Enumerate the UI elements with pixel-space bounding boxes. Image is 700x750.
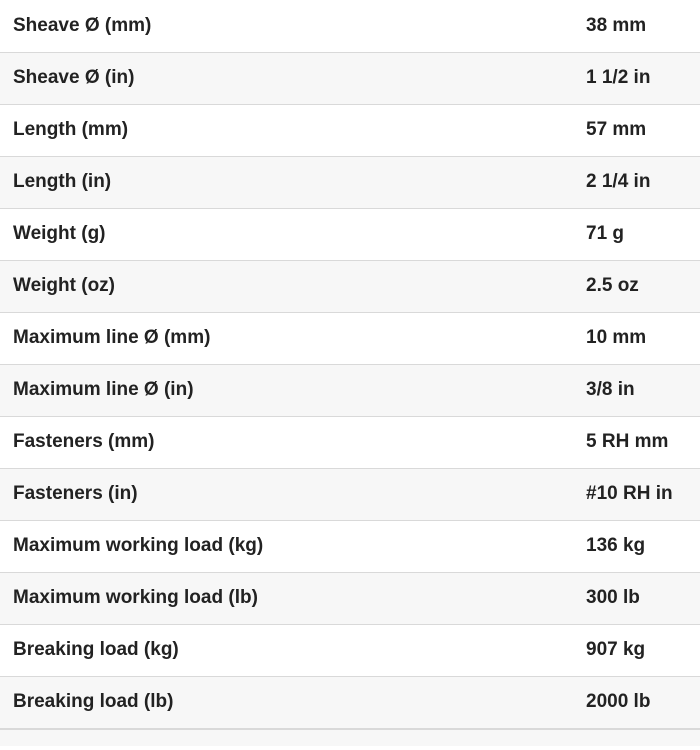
spec-value: 10 mm xyxy=(586,312,700,364)
spec-value: 57 mm xyxy=(586,104,700,156)
spec-row-max-working-load-lb xyxy=(0,572,700,624)
spec-value: 300 lb xyxy=(586,572,700,624)
spec-label: Breaking load (kg) xyxy=(0,624,586,676)
spec-label: Weight (oz) xyxy=(0,260,586,312)
table-bottom-strip xyxy=(0,729,700,746)
spec-row-weight-g xyxy=(0,208,700,260)
spec-label: Length (mm) xyxy=(0,104,586,156)
spec-value: 907 kg xyxy=(586,624,700,676)
spec-value: 1 1/2 in xyxy=(586,52,700,104)
spec-value: 3/8 in xyxy=(586,364,700,416)
spec-row-length-in xyxy=(0,156,700,208)
spec-row-breaking-load-lb xyxy=(0,676,700,728)
spec-row-length-mm xyxy=(0,104,700,156)
spec-row-max-line-diameter-in xyxy=(0,364,700,416)
spec-label: Fasteners (mm) xyxy=(0,416,586,468)
spec-value: 5 RH mm xyxy=(586,416,700,468)
spec-value: 2000 lb xyxy=(586,676,700,728)
spec-value: 38 mm xyxy=(586,0,700,52)
spec-label: Maximum line Ø (in) xyxy=(0,364,586,416)
spec-row-sheave-diameter-mm xyxy=(0,0,700,52)
spec-row-breaking-load-kg xyxy=(0,624,700,676)
spec-value: 71 g xyxy=(586,208,700,260)
spec-value: 2.5 oz xyxy=(586,260,700,312)
spec-value: 2 1/4 in xyxy=(586,156,700,208)
spec-label: Length (in) xyxy=(0,156,586,208)
spec-row-max-working-load-kg xyxy=(0,520,700,572)
spec-label: Maximum working load (kg) xyxy=(0,520,586,572)
spec-label: Weight (g) xyxy=(0,208,586,260)
spec-label: Maximum working load (lb) xyxy=(0,572,586,624)
spec-row-max-line-diameter-mm xyxy=(0,312,700,364)
spec-label: Fasteners (in) xyxy=(0,468,586,520)
spec-value: 136 kg xyxy=(586,520,700,572)
spec-label: Maximum line Ø (mm) xyxy=(0,312,586,364)
spec-row-fasteners-in xyxy=(0,468,700,520)
spec-label: Sheave Ø (in) xyxy=(0,52,586,104)
spec-row-weight-oz xyxy=(0,260,700,312)
spec-label: Sheave Ø (mm) xyxy=(0,0,586,52)
spec-row-fasteners-mm xyxy=(0,416,700,468)
spec-row-sheave-diameter-in xyxy=(0,52,700,104)
spec-value: #10 RH in xyxy=(586,468,700,520)
spec-label: Breaking load (lb) xyxy=(0,676,586,728)
